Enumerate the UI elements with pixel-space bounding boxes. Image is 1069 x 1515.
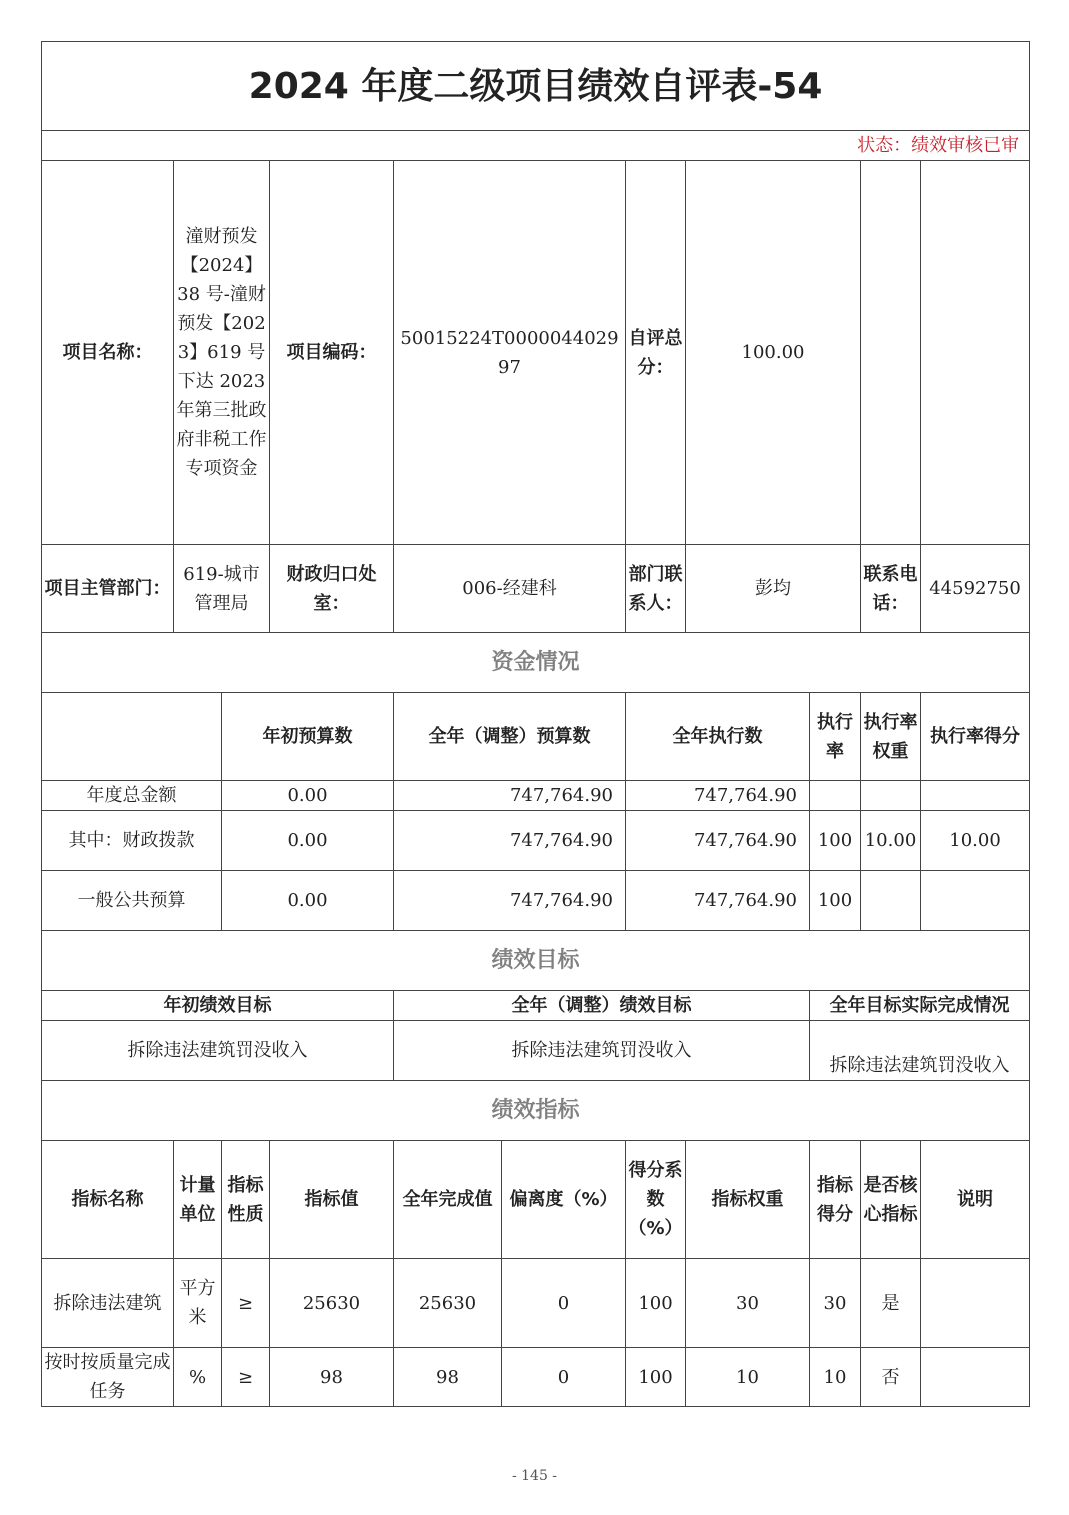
indicator-coefficient: 100 [626, 1348, 686, 1407]
indicator-weight: 30 [686, 1259, 810, 1348]
fund-initial: 0.00 [222, 781, 394, 811]
goals-header: 年初绩效目标 [42, 991, 394, 1021]
funds-header: 全年执行数 [626, 693, 810, 781]
indicator-deviation: 0 [502, 1348, 626, 1407]
fund-row-label: 年度总金额 [42, 781, 222, 811]
indicator-nature: ≥ [222, 1348, 270, 1407]
contact-value: 彭均 [686, 545, 861, 633]
table-row [42, 781, 1030, 811]
fund-rate: 100 [810, 871, 861, 931]
indicator-header: 全年完成值 [394, 1141, 502, 1259]
indicator-header: 是否核心指标 [861, 1141, 921, 1259]
indicator-note [921, 1259, 1030, 1348]
finance-office-label: 财政归口处室： [270, 545, 394, 633]
fund-weight [861, 871, 921, 931]
funds-section-title: 资金情况 [42, 633, 1030, 693]
goal-actual: 拆除违法建筑罚没收入 [810, 1021, 1030, 1081]
fund-rate: 100 [810, 811, 861, 871]
self-evaluation-table [41, 41, 1030, 1407]
status-text: 状态：绩效审核已审 [42, 131, 1030, 161]
goal-adjusted: 拆除违法建筑罚没收入 [394, 1021, 810, 1081]
indicators-section-title: 绩效指标 [42, 1081, 1030, 1141]
phone-label: 联系电话： [861, 545, 921, 633]
department-value: 619-城市管理局 [174, 545, 270, 633]
indicator-target: 25630 [270, 1259, 394, 1348]
goals-section-title: 绩效目标 [42, 931, 1030, 991]
indicator-core: 否 [861, 1348, 921, 1407]
fund-row-label: 其中：财政拨款 [42, 811, 222, 871]
indicator-actual: 25630 [394, 1259, 502, 1348]
indicator-target: 98 [270, 1348, 394, 1407]
fund-score: 10.00 [921, 811, 1030, 871]
funds-header: 执行率得分 [921, 693, 1030, 781]
indicator-header: 指标值 [270, 1141, 394, 1259]
table-row [42, 871, 1030, 931]
blank-cell [921, 161, 1030, 545]
indicator-note [921, 1348, 1030, 1407]
indicator-unit: % [174, 1348, 222, 1407]
indicator-header: 指标权重 [686, 1141, 810, 1259]
funds-header [42, 693, 222, 781]
fund-initial: 0.00 [222, 871, 394, 931]
table-row [42, 1348, 1030, 1407]
project-name-label: 项目名称： [42, 161, 174, 545]
fund-initial: 0.00 [222, 811, 394, 871]
fund-weight [861, 781, 921, 811]
indicator-header: 偏离度（%） [502, 1141, 626, 1259]
project-code-value: 50015224T000004402997 [394, 161, 626, 545]
indicator-nature: ≥ [222, 1259, 270, 1348]
fund-executed: 747,764.90 [626, 781, 810, 811]
finance-office-value: 006-经建科 [394, 545, 626, 633]
fund-adjusted: 747,764.90 [394, 871, 626, 931]
fund-row-label: 一般公共预算 [42, 871, 222, 931]
indicator-header: 得分系数（%） [626, 1141, 686, 1259]
table-row [42, 1259, 1030, 1348]
fund-weight: 10.00 [861, 811, 921, 871]
score-value: 100.00 [686, 161, 861, 545]
indicator-weight: 10 [686, 1348, 810, 1407]
phone-value: 44592750 [921, 545, 1030, 633]
fund-score [921, 781, 1030, 811]
indicator-actual: 98 [394, 1348, 502, 1407]
department-label: 项目主管部门： [42, 545, 174, 633]
goals-header: 全年目标实际完成情况 [810, 991, 1030, 1021]
project-code-label: 项目编码： [270, 161, 394, 545]
funds-header: 年初预算数 [222, 693, 394, 781]
funds-header: 全年（调整）预算数 [394, 693, 626, 781]
indicator-score: 30 [810, 1259, 861, 1348]
indicator-header: 指标性质 [222, 1141, 270, 1259]
goal-initial: 拆除违法建筑罚没收入 [42, 1021, 394, 1081]
indicator-header: 指标得分 [810, 1141, 861, 1259]
indicator-name: 按时按质量完成任务 [42, 1348, 174, 1407]
table-row [42, 811, 1030, 871]
fund-adjusted: 747,764.90 [394, 811, 626, 871]
indicator-header: 指标名称 [42, 1141, 174, 1259]
indicator-header: 计量单位 [174, 1141, 222, 1259]
indicator-header: 说明 [921, 1141, 1030, 1259]
indicator-score: 10 [810, 1348, 861, 1407]
indicator-deviation: 0 [502, 1259, 626, 1348]
goals-header: 全年（调整）绩效目标 [394, 991, 810, 1021]
fund-adjusted: 747,764.90 [394, 781, 626, 811]
page-title: 2024 年度二级项目绩效自评表-54 [42, 42, 1030, 131]
fund-rate [810, 781, 861, 811]
blank-cell [861, 161, 921, 545]
project-name-value: 潼财预发【2024】38 号-潼财预发【2023】619 号下达 2023 年第三批政府非税工作专项资金 [174, 161, 270, 545]
score-label: 自评总分： [626, 161, 686, 545]
fund-executed: 747,764.90 [626, 871, 810, 931]
indicator-unit: 平方米 [174, 1259, 222, 1348]
fund-score [921, 871, 1030, 931]
indicator-core: 是 [861, 1259, 921, 1348]
fund-executed: 747,764.90 [626, 811, 810, 871]
funds-header: 执行率 [810, 693, 861, 781]
indicator-name: 拆除违法建筑 [42, 1259, 174, 1348]
funds-header: 执行率权重 [861, 693, 921, 781]
page-number: - 145 - [511, 1468, 558, 1484]
contact-label: 部门联系人： [626, 545, 686, 633]
indicator-coefficient: 100 [626, 1259, 686, 1348]
